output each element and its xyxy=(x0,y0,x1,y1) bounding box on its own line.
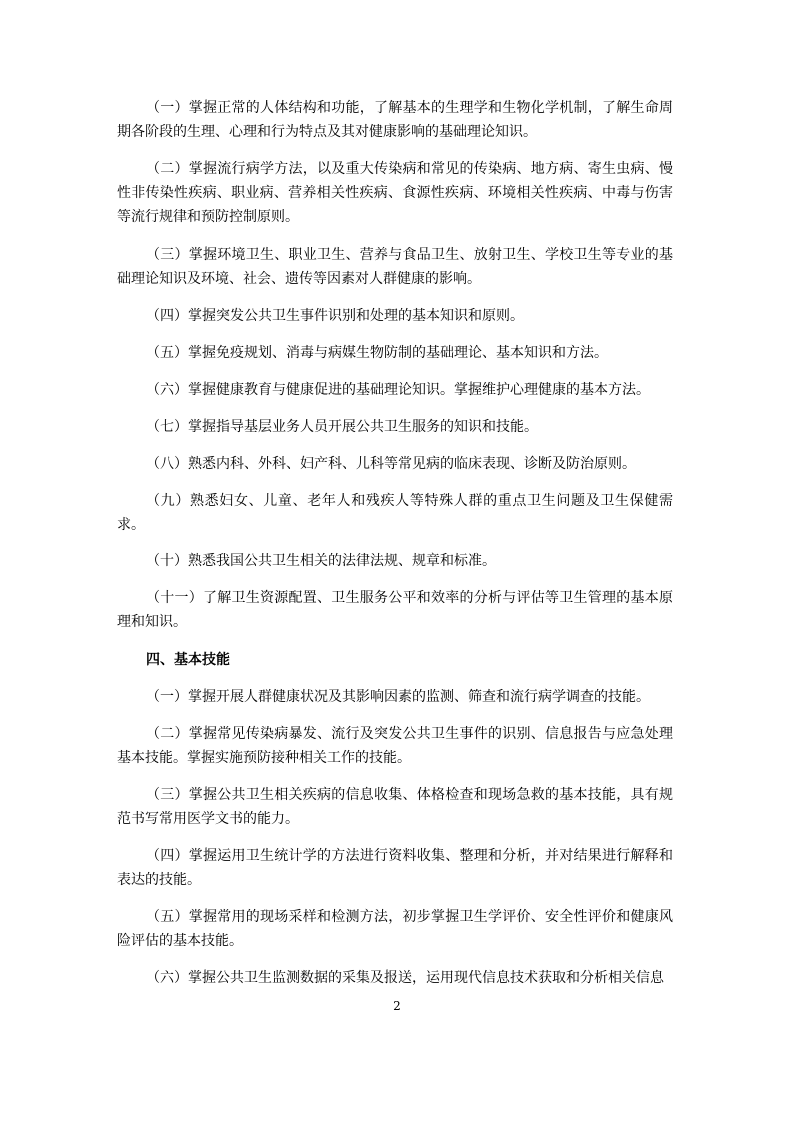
knowledge-item-11: （十一）了解卫生资源配置、卫生服务公平和效率的分析与评估等卫生管理的基本原理和知识。 xyxy=(117,590,673,630)
skill-item-5: （五）掌握常用的现场采样和检测方法，初步掌握卫生学评价、安全性评价和健康风险评估的基本技能。 xyxy=(117,909,673,949)
skill-item-2: （二）掌握常见传染病暴发、流行及突发公共卫生事件的识别、信息报告与应急处理基本技能。掌握实施预防接种相关工作的技能。 xyxy=(117,726,673,766)
knowledge-item-6: （六）掌握健康教育与健康促进的基础理论知识。掌握维护心理健康的基本方法。 xyxy=(146,382,650,398)
knowledge-item-10: （十）熟悉我国公共卫生相关的法律法规、规章和标准。 xyxy=(146,553,496,569)
knowledge-item-5: （五）掌握免疫规划、消毒与病媒生物防制的基础理论、基本知识和方法。 xyxy=(146,345,608,361)
skill-item-4: （四）掌握运用卫生统计学的方法进行资料收集、整理和分析，并对结果进行解释和表达的技能。 xyxy=(117,848,673,888)
knowledge-item-7: （七）掌握指导基层业务人员开展公共卫生服务的知识和技能。 xyxy=(146,419,538,435)
skill-item-3: （三）掌握公共卫生相关疾病的信息收集、体格检查和现场急救的基本技能，具有规范书写常用医学文书的能力。 xyxy=(117,787,673,827)
section-heading-basic-skills: 四、基本技能 xyxy=(146,652,230,668)
knowledge-item-2: （二）掌握流行病学方法，以及重大传染病和常见的传染病、地方病、寄生虫病、慢性非传染性疾病、职业病、营养相关性疾病、食源性疾病、环境相关性疾病、中毒与伤害等流行规律和预防控制原则。 xyxy=(117,161,673,225)
knowledge-item-8: （八）熟悉内科、外科、妇产科、儿科等常见病的临床表现、诊断及防治原则。 xyxy=(146,456,636,472)
knowledge-item-3: （三）掌握环境卫生、职业卫生、营养与食品卫生、放射卫生、学校卫生等专业的基础理论知识及环境、社会、遗传等因素对人群健康的影响。 xyxy=(117,247,673,287)
knowledge-item-1: （一）掌握正常的人体结构和功能，了解基本的生理学和生物化学机制，了解生命周期各阶段的生理、心理和行为特点及其对健康影响的基础理论知识。 xyxy=(117,100,673,140)
skill-item-1: （一）掌握开展人群健康状况及其影响因素的监测、筛查和流行病学调查的技能。 xyxy=(146,689,650,705)
knowledge-item-9: （九）熟悉妇女、儿童、老年人和残疾人等特殊人群的重点卫生问题及卫生保健需求。 xyxy=(117,493,673,533)
page-number: 2 xyxy=(393,999,401,1013)
skill-item-6: （六）掌握公共卫生监测数据的采集及报送，运用现代信息技术获取和分析相关信息 xyxy=(146,970,664,986)
knowledge-item-4: （四）掌握突发公共卫生事件识别和处理的基本知识和原则。 xyxy=(146,308,524,324)
